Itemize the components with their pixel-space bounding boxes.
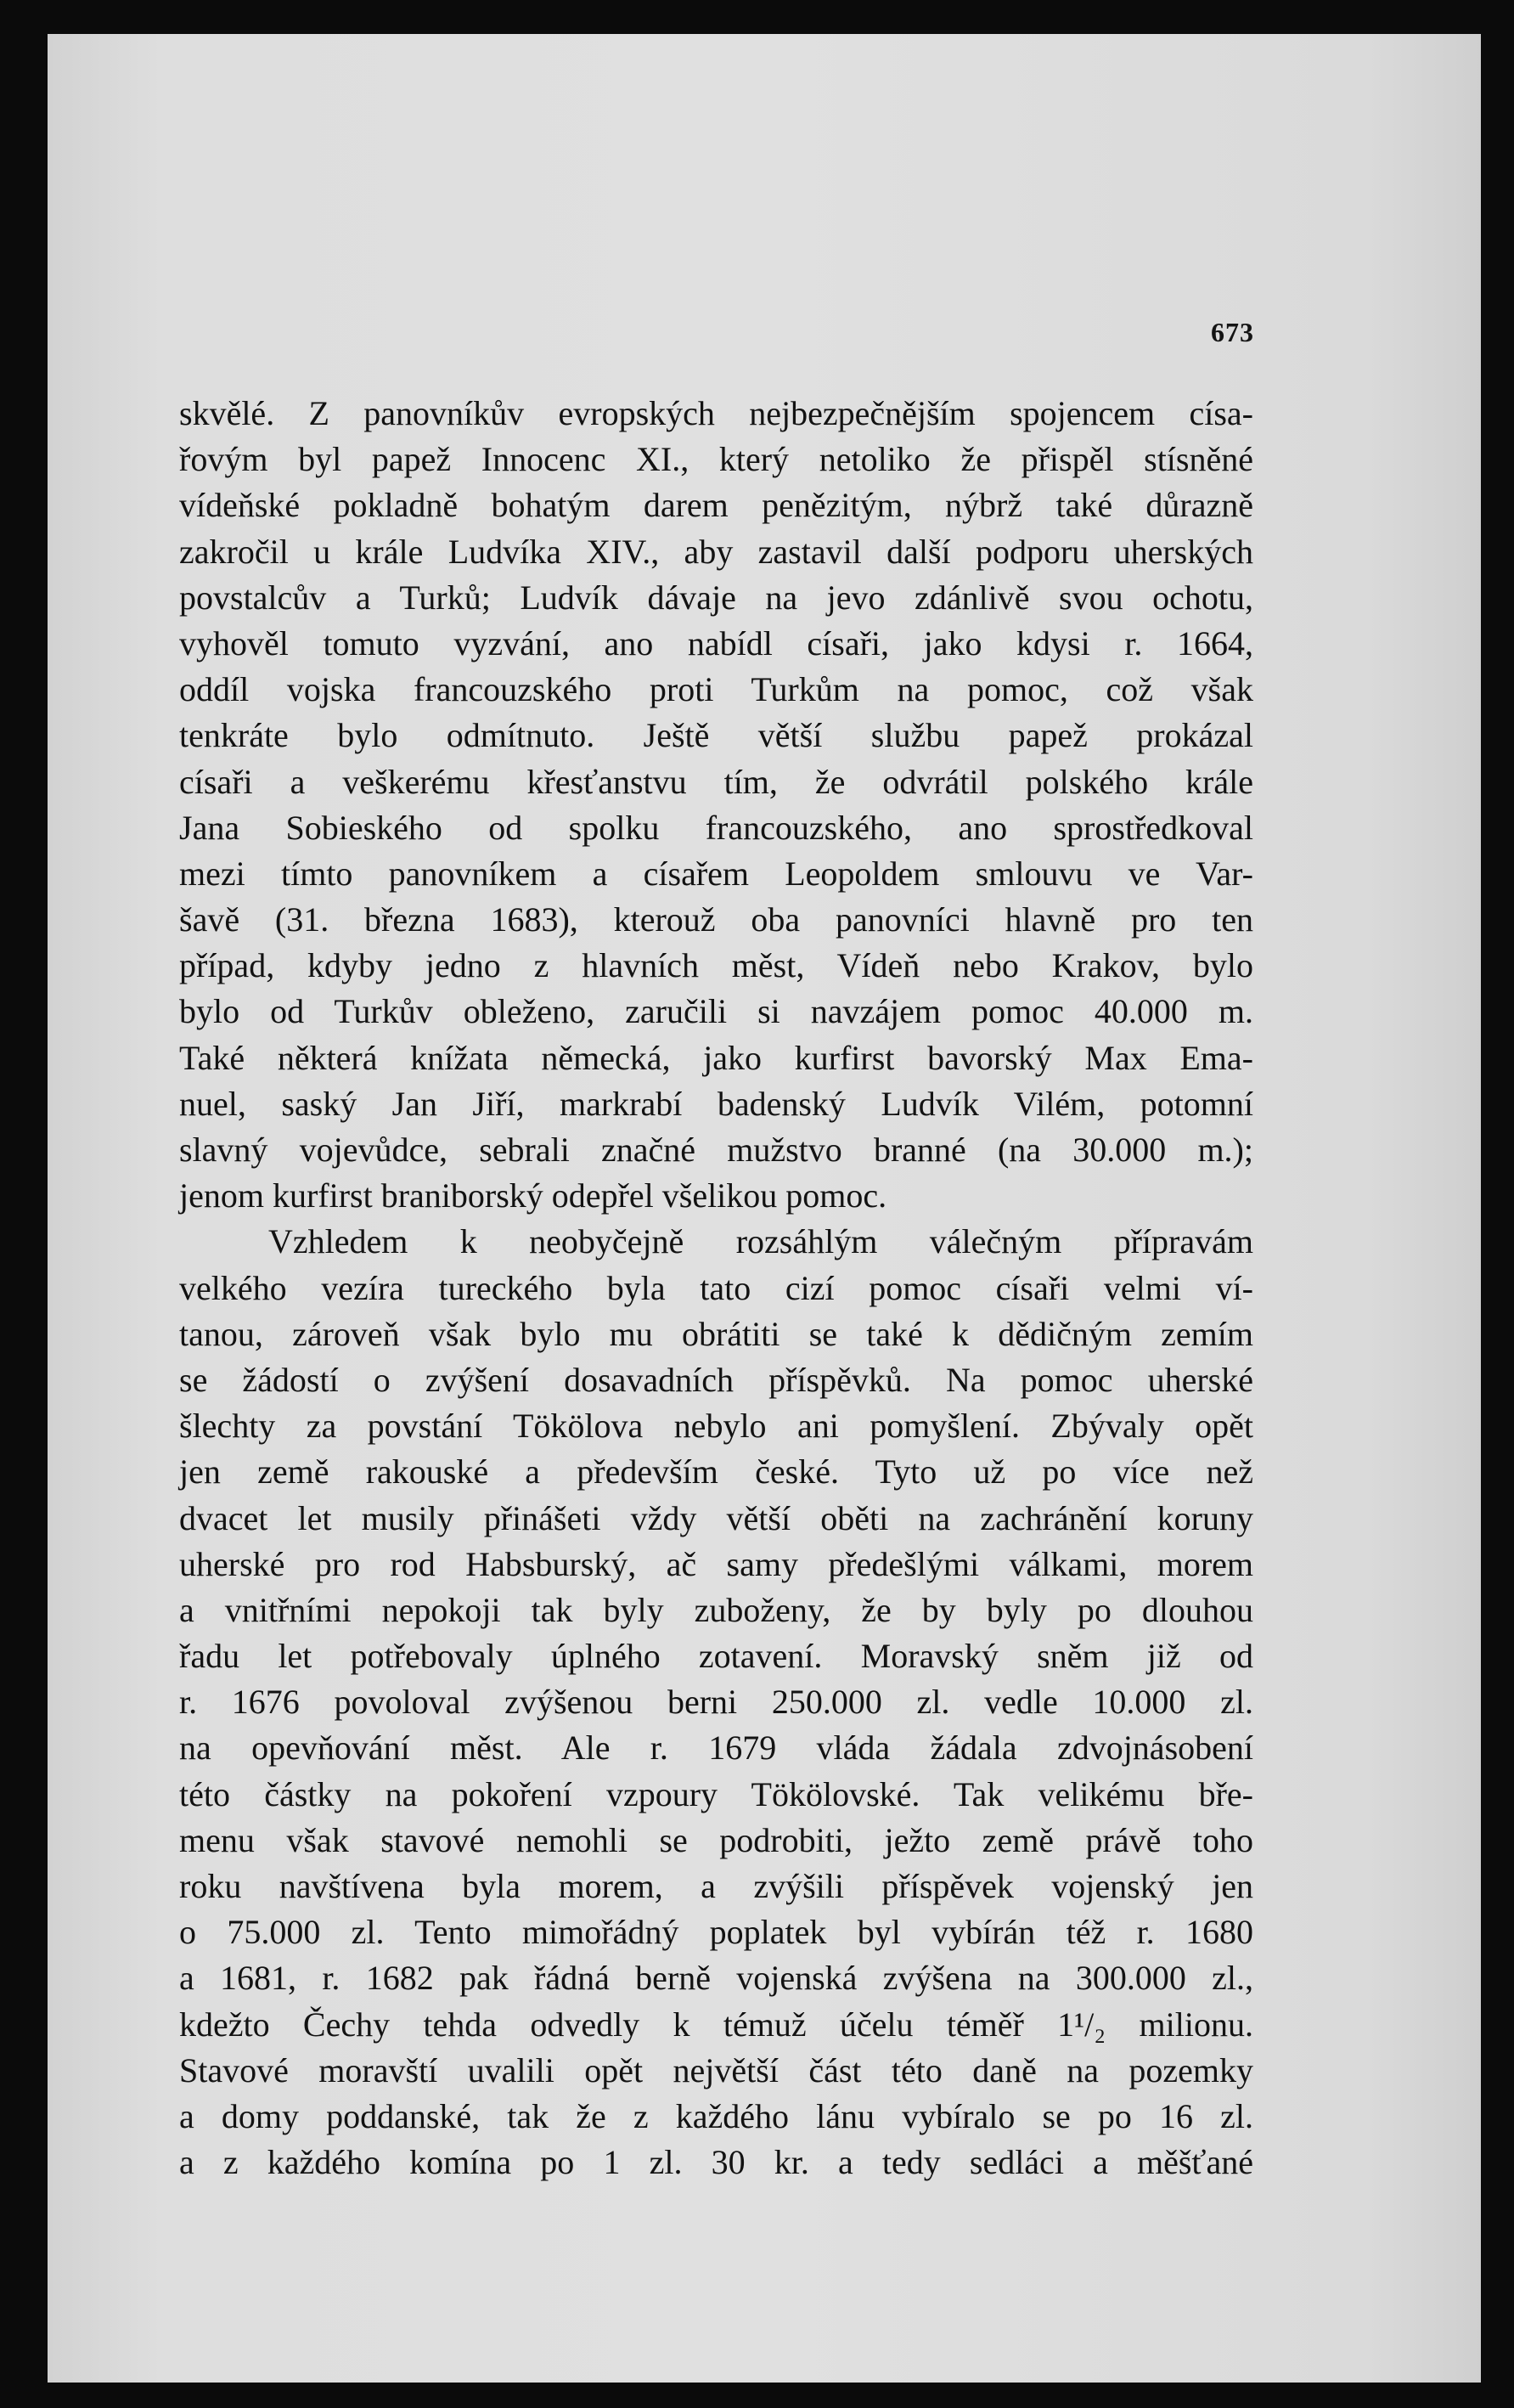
text-line: císaři a veškerému křesťanstvu tím, že odvrátil polského krále bbox=[179, 762, 1253, 801]
text-line: oddíl vojska francouzského proti Turkům na pomoc, což však bbox=[179, 670, 1253, 709]
text-line: Také některá knížata německá, jako kurfirst bavorský Max Ema- bbox=[179, 1038, 1253, 1077]
text-line: menu však stavové nemohli se podrobiti, ježto země právě toho bbox=[179, 1820, 1253, 1859]
text-line: slavný vojevůdce, sebrali značné mužstvo branné (na 30.000 m.); bbox=[179, 1131, 1253, 1169]
text-line: řovým byl papež Innocenc XI., který netoliko že přispěl stísněné bbox=[179, 440, 1253, 479]
text-line: šlechty za povstání Tökölova nebylo ani pomyšlení. Zbývaly opět bbox=[179, 1407, 1253, 1446]
text-line: povstalcův a Turků; Ludvík dávaje na jevo zdánlivě svou ochotu, bbox=[179, 578, 1253, 617]
text-line: Vzhledem k neobyčejně rozsáhlým válečným přípravám bbox=[268, 1222, 1253, 1261]
text-line: řadu let potřebovaly úplného zotavení. Moravský sněm již od bbox=[179, 1637, 1253, 1676]
text-line: uherské pro rod Habsburský, ač samy předešlými válkami, morem bbox=[179, 1544, 1253, 1583]
text-line: a z každého komína po 1 zl. 30 kr. a tedy sedláci a měšťané bbox=[179, 2143, 1253, 2182]
text-line: vídeňské pokladně bohatým darem penězitým, nýbrž také důrazně bbox=[179, 486, 1253, 525]
text-line: vyhověl tomuto vyzvání, ano nabídl císaři, jako kdysi r. 1664, bbox=[179, 623, 1253, 663]
text-line: případ, kdyby jedno z hlavních měst, Vídeň nebo Krakov, bylo bbox=[179, 946, 1253, 985]
text-line: a vnitřními nepokoji tak byly zuboženy, že by byly po dlouhou bbox=[179, 1590, 1253, 1629]
text-line: nuel, saský Jan Jiří, markrabí badenský Ludvík Vilém, potomní bbox=[179, 1084, 1253, 1123]
text-line: kdežto Čechy tehda odvedly k témuž účelu téměř 1¹/₂ milionu. bbox=[179, 2005, 1253, 2044]
text-line: bylo od Turkův obleženo, zaručili si navzájem pomoc 40.000 m. bbox=[179, 992, 1253, 1031]
text-line: zakročil u krále Ludvíka XIV., aby zastavil další podporu uherských bbox=[179, 532, 1253, 571]
book-page bbox=[48, 34, 1481, 2383]
text-line: tenkráte bylo odmítnuto. Ještě větší službu papež prokázal bbox=[179, 716, 1253, 755]
text-line: dvacet let musily přinášeti vždy větší oběti na zachránění koruny bbox=[179, 1498, 1253, 1537]
page-number: 673 bbox=[1211, 317, 1254, 347]
text-line: r. 1676 povoloval zvýšenou berni 250.000 zl. vedle 10.000 zl. bbox=[179, 1683, 1253, 1722]
text-line: jenom kurfirst braniborský odepřel všelikou pomoc. bbox=[179, 1176, 887, 1215]
text-line: Jana Sobieského od spolku francouzského, ano sprostředkoval bbox=[179, 808, 1253, 847]
text-line: na opevňování měst. Ale r. 1679 vláda žádala zdvojnásobení bbox=[179, 1728, 1253, 1768]
text-line: velkého vezíra tureckého byla tato cizí pomoc císaři velmi ví- bbox=[179, 1268, 1253, 1307]
text-line: se žádostí o zvýšení dosavadních příspěvků. Na pomoc uherské bbox=[179, 1360, 1253, 1399]
text-line: tanou, zároveň však bylo mu obrátiti se také k dědičným zemím bbox=[179, 1314, 1253, 1353]
text-line: Stavové moravští uvalili opět největší část této daně na pozemky bbox=[179, 2050, 1253, 2089]
text-line: roku navštívena byla morem, a zvýšili příspěvek vojenský jen bbox=[179, 1867, 1253, 1905]
body-text bbox=[179, 391, 1253, 2185]
text-line: jen země rakouské a především české. Tyto už po více než bbox=[179, 1452, 1253, 1492]
text-line: šavě (31. března 1683), kterouž oba panovníci hlavně pro ten bbox=[179, 900, 1253, 939]
text-line: mezi tímto panovníkem a císařem Leopoldem smlouvu ve Var- bbox=[179, 854, 1253, 893]
text-line: o 75.000 zl. Tento mimořádný poplatek byl vybírán též r. 1680 bbox=[179, 1913, 1253, 1952]
text-line: skvělé. Z panovníkův evropských nejbezpečnějším spojencem císa- bbox=[179, 394, 1253, 432]
text-line: a 1681, r. 1682 pak řádná berně vojenská zvýšena na 300.000 zl., bbox=[179, 1959, 1253, 1998]
text-line: této částky na pokoření vzpoury Tökölovské. Tak velikému bře- bbox=[179, 1774, 1253, 1813]
text-line: a domy poddanské, tak že z každého lánu vybíralo se po 16 zl. bbox=[179, 2096, 1253, 2135]
